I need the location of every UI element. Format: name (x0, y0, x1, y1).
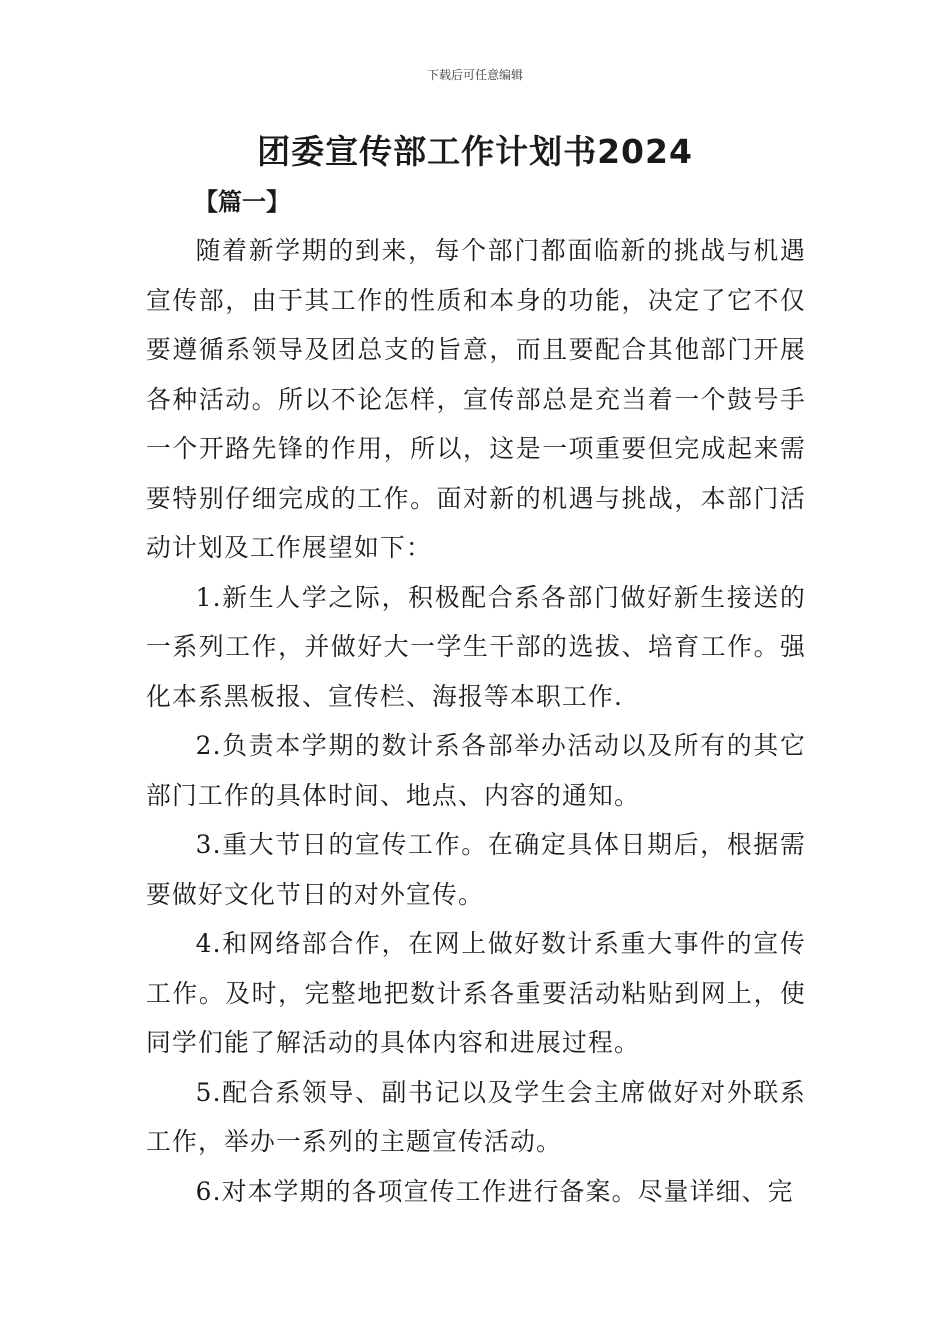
document-title: 团委宣传部工作计划书2024 (257, 132, 693, 171)
document-body (146, 226, 806, 1216)
paragraph-item-4: 4.和网络部合作，在网上做好数计系重大事件的宣传工作。及时，完整地把数计系各重要活动粘贴到网上，使同学们能了解活动的具体内容和进展过程。 (146, 929, 806, 1057)
paragraph-item-5: 5.配合系领导、副书记以及学生会主席做好对外联系工作，举办一系列的主题宣传活动。 (146, 1077, 806, 1156)
header-note: 下载后可任意编辑 (426, 68, 523, 82)
section-heading: 【篇一】 (194, 188, 290, 216)
paragraph-item-6: 6.对本学期的各项宣传工作进行备案。尽量详细、完 (195, 1176, 794, 1206)
paragraph-intro: 随着新学期的到来，每个部门都面临新的挑战与机遇宣传部，由于其工作的性质和本身的功能，决定了它不仅要遵循系领导及团总支的旨意，而且要配合其他部门开展各种活动。所以不论怎样，宣传部总是充当着一个鼓号手一个开路先锋的作用，所以，这是一项重要但完成起来需要特别仔细完成的工作。面对新的机遇与挑战，本部门活动计划及工作展望如下： (146, 236, 806, 562)
paragraph-item-2: 2.负责本学期的数计系各部举办活动以及所有的其它部门工作的具体时间、地点、内容的通知。 (146, 731, 806, 810)
paragraph-item-3: 3.重大节日的宣传工作。在确定具体日期后，根据需要做好文化节日的对外宣传。 (146, 830, 806, 909)
paragraph-item-1: 1.新生人学之际，积极配合系各部门做好新生接送的一系列工作，并做好大一学生干部的选拔、培育工作。强化本系黑板报、宣传栏、海报等本职工作. (146, 582, 806, 711)
